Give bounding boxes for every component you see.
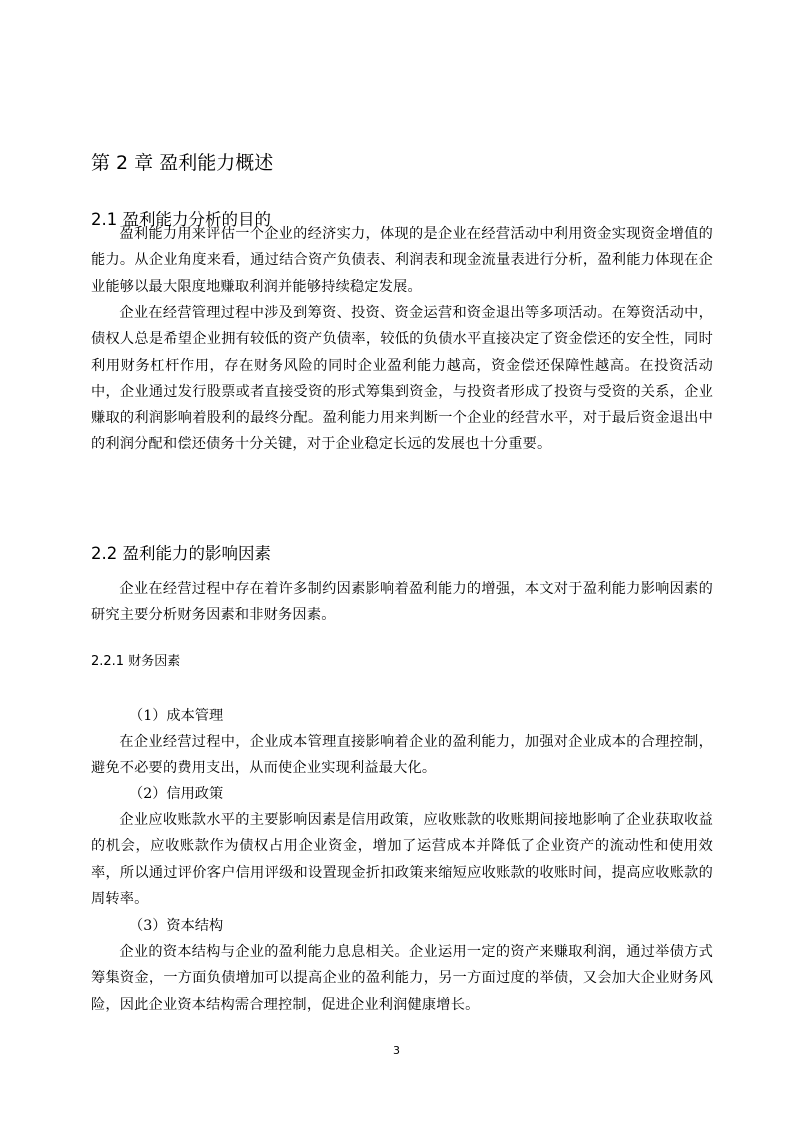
subsection-title-2-2-1: 2.2.1 财务因素 — [91, 654, 181, 669]
section-title-2-2: 2.2 盈利能力的影响因素 — [91, 544, 271, 563]
item-label-cost-management: （1）成本管理 — [129, 708, 224, 724]
paragraph-capital-structure: 企业的资本结构与企业的盈利能力息息相关。企业运用一定的资产来赚取利润，通过举债方式筹集资金，一方面负债增加可以提高企业的盈利能力，另一方面过度的举债，又会加大企业财务风险，因此企业资本结构需合理控制，促进企业利润健康增长。 — [91, 944, 713, 1013]
chapter-title: 第 2 章 盈利能力概述 — [91, 152, 274, 174]
item-label-credit-policy: （2）信用政策 — [129, 786, 224, 802]
paragraph-2-1-1: 盈利能力用来评估一个企业的经济实力，体现的是企业在经营活动中利用资金实现资金增值的能力。从企业角度来看，通过结合资产负债表、利润表和现金流量表进行分析，盈利能力体现在企业能够以最大限度地赚取利润并能够持续稳定发展。 — [91, 226, 713, 295]
page-number: 3 — [393, 1044, 400, 1057]
paragraph-cost-management: 在企业经营过程中，企业成本管理直接影响着企业的盈利能力，加强对企业成本的合理控制，避免不必要的费用支出，从而使企业实现利益最大化。 — [91, 734, 713, 777]
item-label-capital-structure: （3）资本结构 — [129, 918, 224, 934]
paragraph-2-1-2: 企业在经营管理过程中涉及到筹资、投资、资金运营和资金退出等多项活动。在筹资活动中，债权人总是希望企业拥有较低的资产负债率，较低的负债水平直接决定了资金偿还的安全性，同时利用财务杠杆作用，存在财务风险的同时企业盈利能力越高，资金偿还保障性越高。在投资活动中，企业通过发行股票或者直接受资的形式筹集到资金，与投资者形成了投资与受资的关系，企业赚取的利润影响着股利的最终分配。盈利能力用来判断一个企业的经营水平，对于最后资金退出中的利润分配和偿还债务十分关键，对于企业稳定长远的发展也十分重要。 — [91, 305, 713, 453]
paragraph-2-2-1: 企业在经营过程中存在着许多制约因素影响着盈利能力的增强，本文对于盈利能力影响因素的研究主要分析财务因素和非财务因素。 — [91, 581, 713, 624]
section-title-2-1: 2.1 盈利能力分析的目的 — [91, 210, 271, 229]
paragraph-credit-policy: 企业应收账款水平的主要影响因素是信用政策，应收账款的收账期间接地影响了企业获取收益的机会，应收账款作为债权占用企业资金，增加了运营成本并降低了企业资产的流动性和使用效率，所以通过评价客户信用评级和设置现金折扣政策来缩短应收账款的收账时间，提高应收账款的周转率。 — [91, 812, 713, 907]
